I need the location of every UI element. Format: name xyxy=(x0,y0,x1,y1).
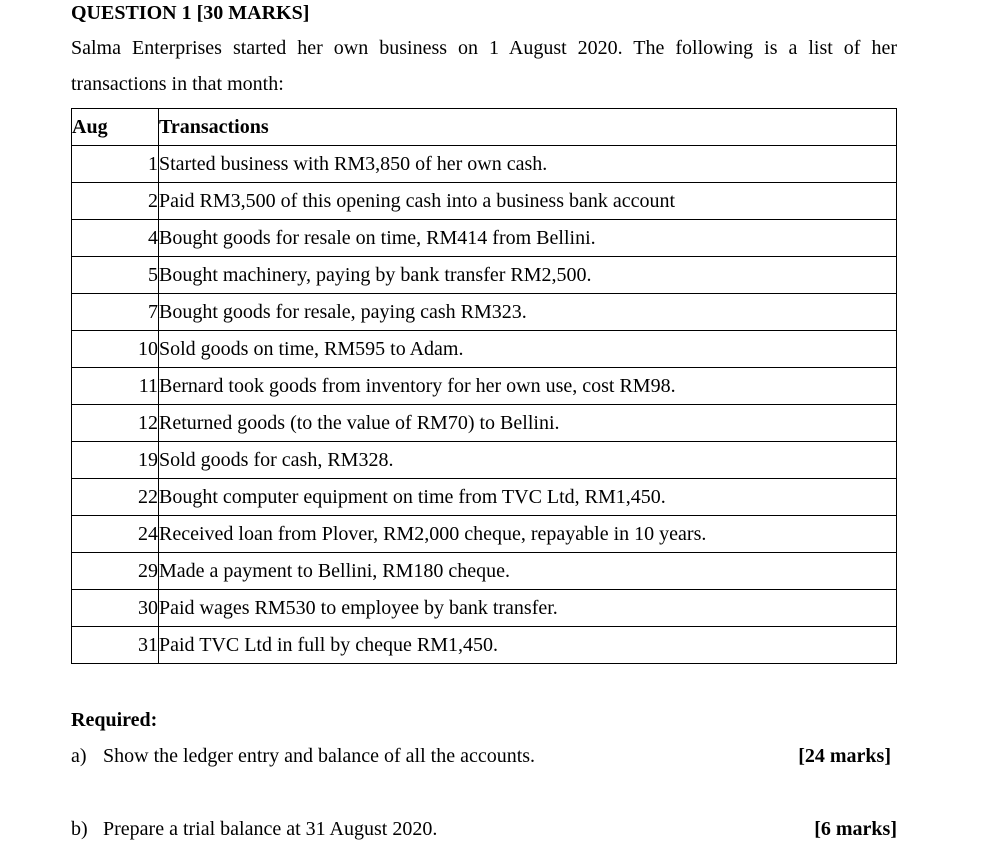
table-row xyxy=(72,479,897,516)
row-day: 29 xyxy=(72,553,159,590)
table-row xyxy=(72,516,897,553)
row-day: 22 xyxy=(72,479,159,516)
table-header-row xyxy=(72,109,897,146)
row-day: 19 xyxy=(72,442,159,479)
part-a-marks: [24 marks] xyxy=(798,745,891,767)
part-b-marks: [6 marks] xyxy=(814,818,897,840)
table-row xyxy=(72,368,897,405)
header-transactions: Transactions xyxy=(159,109,897,146)
row-day: 7 xyxy=(72,294,159,331)
table-row xyxy=(72,257,897,294)
row-transaction: Sold goods for cash, RM328. xyxy=(159,442,897,479)
table-row xyxy=(72,294,897,331)
row-day: 10 xyxy=(72,331,159,368)
row-day: 30 xyxy=(72,590,159,627)
row-day: 2 xyxy=(72,183,159,220)
row-transaction: Started business with RM3,850 of her own cash. xyxy=(159,146,897,183)
row-day: 1 xyxy=(72,146,159,183)
row-transaction: Bernard took goods from inventory for her own use, cost RM98. xyxy=(159,368,897,405)
intro-line-2: transactions in that month: xyxy=(71,73,284,95)
row-transaction: Bought goods for resale, paying cash RM323. xyxy=(159,294,897,331)
row-transaction: Paid wages RM530 to employee by bank transfer. xyxy=(159,590,897,627)
intro-line-1: Salma Enterprises started her own business on 1 August 2020. The following is a list of her xyxy=(71,37,897,59)
part-a-letter: a) xyxy=(71,745,87,767)
table-row xyxy=(72,405,897,442)
row-day: 4 xyxy=(72,220,159,257)
row-transaction: Bought machinery, paying by bank transfer RM2,500. xyxy=(159,257,897,294)
table-row xyxy=(72,220,897,257)
transactions-body xyxy=(72,146,897,664)
question-title: QUESTION 1 [30 MARKS] xyxy=(71,2,310,24)
table-row xyxy=(72,442,897,479)
row-day: 12 xyxy=(72,405,159,442)
header-aug: Aug xyxy=(72,109,159,146)
part-b-text: Prepare a trial balance at 31 August 2020. xyxy=(103,818,438,840)
table-row xyxy=(72,553,897,590)
row-day: 11 xyxy=(72,368,159,405)
row-transaction: Returned goods (to the value of RM70) to Bellini. xyxy=(159,405,897,442)
table-row xyxy=(72,146,897,183)
row-transaction: Sold goods on time, RM595 to Adam. xyxy=(159,331,897,368)
table-row xyxy=(72,627,897,664)
row-day: 31 xyxy=(72,627,159,664)
row-day: 5 xyxy=(72,257,159,294)
table-row xyxy=(72,331,897,368)
part-a-text: Show the ledger entry and balance of all the accounts. xyxy=(103,745,536,767)
transactions-table xyxy=(71,108,897,664)
table-row xyxy=(72,590,897,627)
row-transaction: Bought goods for resale on time, RM414 from Bellini. xyxy=(159,220,897,257)
row-transaction: Bought computer equipment on time from TVC Ltd, RM1,450. xyxy=(159,479,897,516)
row-transaction: Made a payment to Bellini, RM180 cheque. xyxy=(159,553,897,590)
table-row xyxy=(72,183,897,220)
part-b-letter: b) xyxy=(71,818,88,840)
row-transaction: Received loan from Plover, RM2,000 cheque, repayable in 10 years. xyxy=(159,516,897,553)
row-transaction: Paid TVC Ltd in full by cheque RM1,450. xyxy=(159,627,897,664)
row-transaction: Paid RM3,500 of this opening cash into a business bank account xyxy=(159,183,897,220)
required-heading: Required: xyxy=(71,709,158,731)
row-day: 24 xyxy=(72,516,159,553)
